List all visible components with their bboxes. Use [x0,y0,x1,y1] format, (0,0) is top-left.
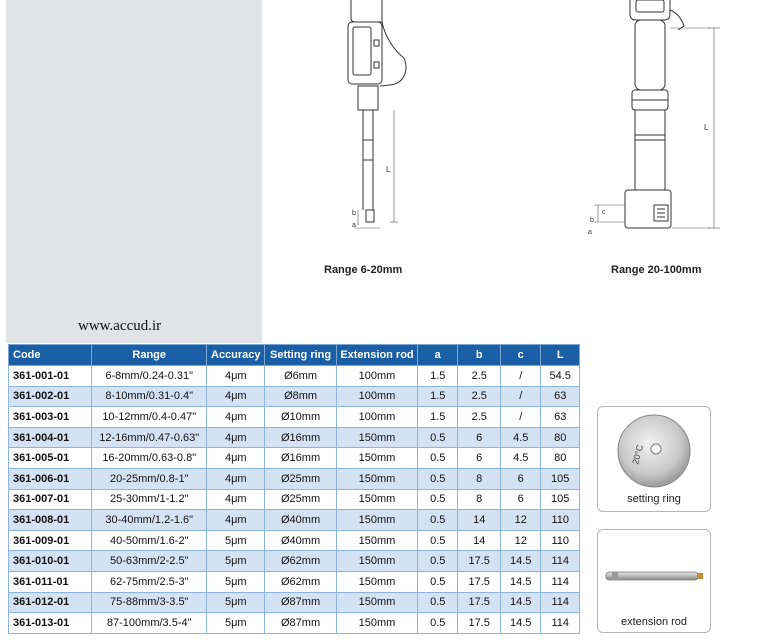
cell-code: 361-007-01 [9,489,92,510]
cell-b: 8 [458,468,501,489]
table-row [9,407,580,428]
cell-code: 361-006-01 [9,468,92,489]
cell-setting-ring: Ø25mm [265,468,337,489]
cell-code: 361-013-01 [9,613,92,634]
col-header-b: b [458,345,501,366]
cell-L: 80 [541,427,580,448]
cell-c: / [500,386,540,407]
cell-a: 0.5 [417,592,457,613]
table-row [9,613,580,634]
cell-setting-ring: Ø87mm [265,613,337,634]
dim-label-L-right: L [704,123,709,132]
drawing-range-20-100 [580,0,725,245]
cell-c: / [500,407,540,428]
extension-rod-photo-box [597,529,711,633]
table-row [9,427,580,448]
cell-a: 0.5 [417,551,457,572]
cell-accuracy: 5μm [207,551,265,572]
cell-extension-rod: 150mm [337,510,418,531]
cell-c: 14.5 [500,613,540,634]
col-header-setting-ring: Setting ring [265,345,337,366]
table-row [9,592,580,613]
cell-extension-rod: 150mm [337,448,418,469]
cell-b: 6 [458,427,501,448]
cell-setting-ring: Ø87mm [265,592,337,613]
cell-L: 114 [541,571,580,592]
cell-code: 361-011-01 [9,571,92,592]
cell-c: 4.5 [500,448,540,469]
cell-accuracy: 4μm [207,407,265,428]
setting-ring-label: setting ring [627,493,681,505]
cell-setting-ring: Ø8mm [265,386,337,407]
cell-c: 14.5 [500,571,540,592]
cell-L: 110 [541,530,580,551]
cell-b: 17.5 [458,571,501,592]
cell-setting-ring: Ø40mm [265,530,337,551]
grey-side-panel [6,0,262,343]
cell-setting-ring: Ø40mm [265,510,337,531]
cell-range: 8-10mm/0.31-0.4" [92,386,207,407]
cell-a: 0.5 [417,468,457,489]
col-header-range: Range [92,345,207,366]
cell-code: 361-005-01 [9,448,92,469]
cell-b: 14 [458,510,501,531]
cell-accuracy: 5μm [207,530,265,551]
cell-range: 40-50mm/1.6-2" [92,530,207,551]
cell-L: 63 [541,386,580,407]
ring-engraving: 20°C [630,443,646,466]
cell-b: 17.5 [458,551,501,572]
col-header-c: c [500,345,540,366]
cell-range: 30-40mm/1.2-1.6" [92,510,207,531]
cell-a: 1.5 [417,366,457,387]
cell-c: 4.5 [500,427,540,448]
cell-extension-rod: 100mm [337,407,418,428]
cell-range: 10-12mm/0.4-0.47" [92,407,207,428]
cell-extension-rod: 150mm [337,592,418,613]
cell-L: 105 [541,489,580,510]
cell-L: 105 [541,468,580,489]
cell-range: 50-63mm/2-2.5" [92,551,207,572]
setting-ring-image [598,407,710,493]
cell-a: 0.5 [417,530,457,551]
dim-label-L-left: L [386,165,391,174]
cell-L: 54.5 [541,366,580,387]
cell-code: 361-004-01 [9,427,92,448]
table-row [9,448,580,469]
cell-range: 25-30mm/1-1.2" [92,489,207,510]
dim-label-a-left: a [352,222,356,229]
cell-accuracy: 5μm [207,571,265,592]
caption-range-20-100: Range 20-100mm [611,264,702,276]
cell-accuracy: 4μm [207,489,265,510]
table-row [9,489,580,510]
cell-b: 17.5 [458,613,501,634]
cell-range: 6-8mm/0.24-0.31" [92,366,207,387]
cell-code: 361-003-01 [9,407,92,428]
setting-ring-photo-box [597,406,711,512]
cell-setting-ring: Ø6mm [265,366,337,387]
cell-c: 6 [500,468,540,489]
table-row [9,468,580,489]
table-row [9,571,580,592]
cell-range: 87-100mm/3.5-4" [92,613,207,634]
table-row [9,366,580,387]
cell-accuracy: 4μm [207,366,265,387]
cell-a: 1.5 [417,407,457,428]
spec-table [8,344,580,634]
cell-extension-rod: 100mm [337,386,418,407]
cell-accuracy: 4μm [207,427,265,448]
cell-setting-ring: Ø10mm [265,407,337,428]
cell-extension-rod: 150mm [337,427,418,448]
cell-b: 2.5 [458,386,501,407]
cell-code: 361-010-01 [9,551,92,572]
col-header-extension-rod: Extension rod [337,345,418,366]
col-header-accuracy: Accuracy [207,345,265,366]
cell-a: 0.5 [417,613,457,634]
table-row [9,510,580,531]
cell-extension-rod: 150mm [337,530,418,551]
table-row [9,530,580,551]
dim-label-b-left: b [352,210,356,217]
table-row [9,551,580,572]
cell-a: 0.5 [417,489,457,510]
cell-a: 1.5 [417,386,457,407]
cell-c: / [500,366,540,387]
dim-label-c-right: c [602,209,606,216]
cell-extension-rod: 150mm [337,613,418,634]
cell-setting-ring: Ø62mm [265,551,337,572]
cell-c: 14.5 [500,592,540,613]
cell-setting-ring: Ø25mm [265,489,337,510]
cell-range: 12-16mm/0.47-0.63" [92,427,207,448]
cell-b: 8 [458,489,501,510]
cell-c: 12 [500,510,540,531]
cell-c: 6 [500,489,540,510]
cell-a: 0.5 [417,427,457,448]
cell-accuracy: 5μm [207,613,265,634]
table-header-row [9,345,580,366]
cell-range: 62-75mm/2.5-3" [92,571,207,592]
cell-range: 16-20mm/0.63-0.8" [92,448,207,469]
cell-b: 2.5 [458,407,501,428]
cell-setting-ring: Ø16mm [265,427,337,448]
dim-label-a-right: a [588,229,592,236]
cell-a: 0.5 [417,571,457,592]
cell-c: 14.5 [500,551,540,572]
cell-code: 361-012-01 [9,592,92,613]
cell-L: 110 [541,510,580,531]
cell-L: 63 [541,407,580,428]
col-header-L: L [541,345,580,366]
cell-extension-rod: 150mm [337,551,418,572]
cell-extension-rod: 150mm [337,489,418,510]
cell-setting-ring: Ø16mm [265,448,337,469]
cell-c: 12 [500,530,540,551]
cell-b: 17.5 [458,592,501,613]
drawing-range-6-20 [320,0,430,240]
cell-code: 361-008-01 [9,510,92,531]
cell-setting-ring: Ø62mm [265,571,337,592]
cell-extension-rod: 150mm [337,468,418,489]
cell-L: 114 [541,613,580,634]
cell-code: 361-002-01 [9,386,92,407]
cell-b: 2.5 [458,366,501,387]
cell-accuracy: 4μm [207,386,265,407]
cell-L: 114 [541,592,580,613]
cell-accuracy: 4μm [207,468,265,489]
cell-code: 361-001-01 [9,366,92,387]
cell-accuracy: 4μm [207,510,265,531]
cell-L: 114 [541,551,580,572]
cell-range: 75-88mm/3-3.5" [92,592,207,613]
website-url: www.accud.ir [78,318,162,334]
col-header-code: Code [9,345,92,366]
dim-label-b-right: b [590,217,594,224]
cell-L: 80 [541,448,580,469]
cell-extension-rod: 150mm [337,571,418,592]
extension-rod-label: extension rod [620,616,688,628]
caption-range-6-20: Range 6-20mm [324,264,403,276]
cell-accuracy: 5μm [207,592,265,613]
col-header-a: a [417,345,457,366]
extension-rod-image [598,530,710,610]
cell-extension-rod: 100mm [337,366,418,387]
cell-range: 20-25mm/0.8-1" [92,468,207,489]
cell-a: 0.5 [417,510,457,531]
cell-code: 361-009-01 [9,530,92,551]
cell-a: 0.5 [417,448,457,469]
cell-b: 14 [458,530,501,551]
table-row [9,386,580,407]
cell-accuracy: 4μm [207,448,265,469]
cell-b: 6 [458,448,501,469]
